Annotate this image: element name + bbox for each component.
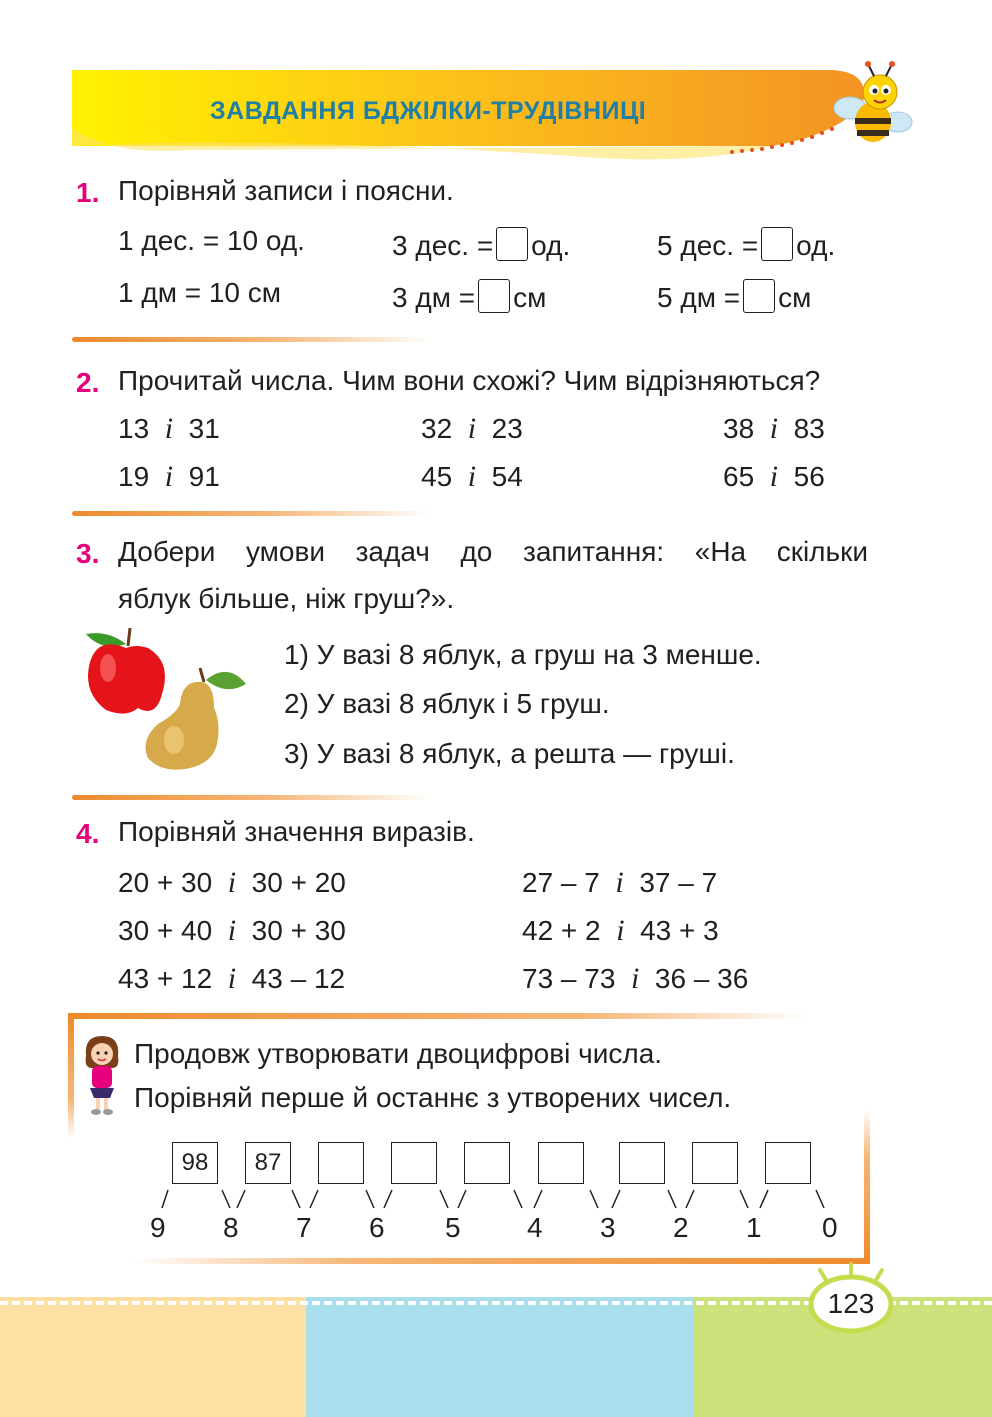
task1-r1-c <box>657 227 835 261</box>
digit-connectors <box>150 1186 840 1212</box>
task2-pair: 19 і 91 <box>118 460 220 493</box>
section-divider <box>72 511 432 516</box>
task5-frame-right <box>864 1110 870 1262</box>
task1-r2-b <box>392 279 546 313</box>
task4-pair: 73 – 73 і 36 – 36 <box>522 962 749 995</box>
digit: 9 <box>150 1212 166 1243</box>
task1-r1-b-left: 3 дес. = <box>392 230 494 261</box>
task1-number: 1. <box>76 177 100 208</box>
answer-box[interactable] <box>478 279 510 313</box>
task3-line2: яблук більше, ніж груш?». <box>118 583 455 614</box>
number-box[interactable] <box>538 1142 584 1184</box>
footer-stripe-blue <box>306 1297 693 1417</box>
task1-r1-a: 1 дес. = 10 од. <box>118 225 305 256</box>
task2-pair: 38 і 83 <box>723 412 825 445</box>
task1-r1-c-right: од. <box>796 230 836 261</box>
number-box[interactable] <box>391 1142 437 1184</box>
digit: 5 <box>445 1212 461 1243</box>
task1-text: Порівняй записи і поясни. <box>118 175 454 206</box>
digit: 6 <box>369 1212 385 1243</box>
answer-box[interactable] <box>761 227 793 261</box>
task5-line2: Порівняй перше й останнє з утворених чисел. <box>134 1082 732 1113</box>
task1-r2-c-right: см <box>778 282 812 313</box>
footer-stripe-yellow <box>0 1297 306 1417</box>
section-divider <box>72 795 432 800</box>
task1-r2-b-left: 3 дм = <box>392 282 476 313</box>
task4-pair: 27 – 7 і 37 – 7 <box>522 866 718 899</box>
task1-r2-c <box>657 279 811 313</box>
digit: 7 <box>296 1212 312 1243</box>
task3-line1: Добери умови задач до запитання: «На скільки <box>118 536 868 567</box>
answer-box[interactable] <box>743 279 775 313</box>
task3-item: 2) У вазі 8 яблук і 5 груш. <box>284 688 610 719</box>
girl-icon <box>78 1034 126 1118</box>
task2-number: 2. <box>76 367 100 398</box>
digit: 1 <box>746 1212 762 1243</box>
digit: 3 <box>600 1212 616 1243</box>
task2-pair: 65 і 56 <box>723 460 825 493</box>
task1-r2-c-left: 5 дм = <box>657 282 741 313</box>
task4-pair: 43 + 12 і 43 – 12 <box>118 962 346 995</box>
number-box[interactable] <box>318 1142 364 1184</box>
task4-pair: 42 + 2 і 43 + 3 <box>522 914 719 947</box>
task1-r1-c-left: 5 дес. = <box>657 230 759 261</box>
task1-r2-a: 1 дм = 10 см <box>118 277 282 308</box>
task2-text: Прочитай числа. Чим вони схожі? Чим відрізняються? <box>118 365 821 396</box>
number-box[interactable] <box>692 1142 738 1184</box>
task2-pair: 32 і 23 <box>421 412 523 445</box>
task2-pair: 45 і 54 <box>421 460 523 493</box>
section-divider <box>72 337 432 342</box>
number-box[interactable] <box>765 1142 811 1184</box>
task4-pair: 30 + 40 і 30 + 30 <box>118 914 346 947</box>
task1-r1-b <box>392 227 570 261</box>
task3-item: 1) У вазі 8 яблук, а груш на 3 менше. <box>284 639 762 670</box>
page-number: 123 <box>827 1288 875 1319</box>
bee-icon <box>828 60 918 150</box>
task5-frame-left <box>68 1013 74 1138</box>
task4-text: Порівняй значення виразів. <box>118 816 475 847</box>
digit: 2 <box>673 1212 689 1243</box>
task5-frame-bottom <box>130 1258 870 1264</box>
digit: 0 <box>822 1212 838 1243</box>
number-box[interactable]: 87 <box>245 1142 291 1184</box>
task4-number: 4. <box>76 818 100 849</box>
header-title: ЗАВДАННЯ БДЖІЛКИ-ТРУДІВНИЦІ <box>210 97 647 125</box>
number-box[interactable] <box>464 1142 510 1184</box>
task1-r2-b-right: см <box>513 282 547 313</box>
task2-pair: 13 і 31 <box>118 412 220 445</box>
task5-frame-top <box>68 1013 808 1019</box>
apple-pear-illustration <box>78 622 258 772</box>
task4-pair: 20 + 30 і 30 + 20 <box>118 866 346 899</box>
task3-number: 3. <box>76 538 100 569</box>
task5-line1: Продовж утворювати двоцифрові числа. <box>134 1038 663 1069</box>
number-box[interactable] <box>619 1142 665 1184</box>
digit: 8 <box>223 1212 239 1243</box>
digit: 4 <box>527 1212 543 1243</box>
task1-r1-b-right: од. <box>531 230 571 261</box>
task3-item: 3) У вазі 8 яблук, а решта — груші. <box>284 738 735 769</box>
answer-box[interactable] <box>496 227 528 261</box>
number-box[interactable]: 98 <box>172 1142 218 1184</box>
